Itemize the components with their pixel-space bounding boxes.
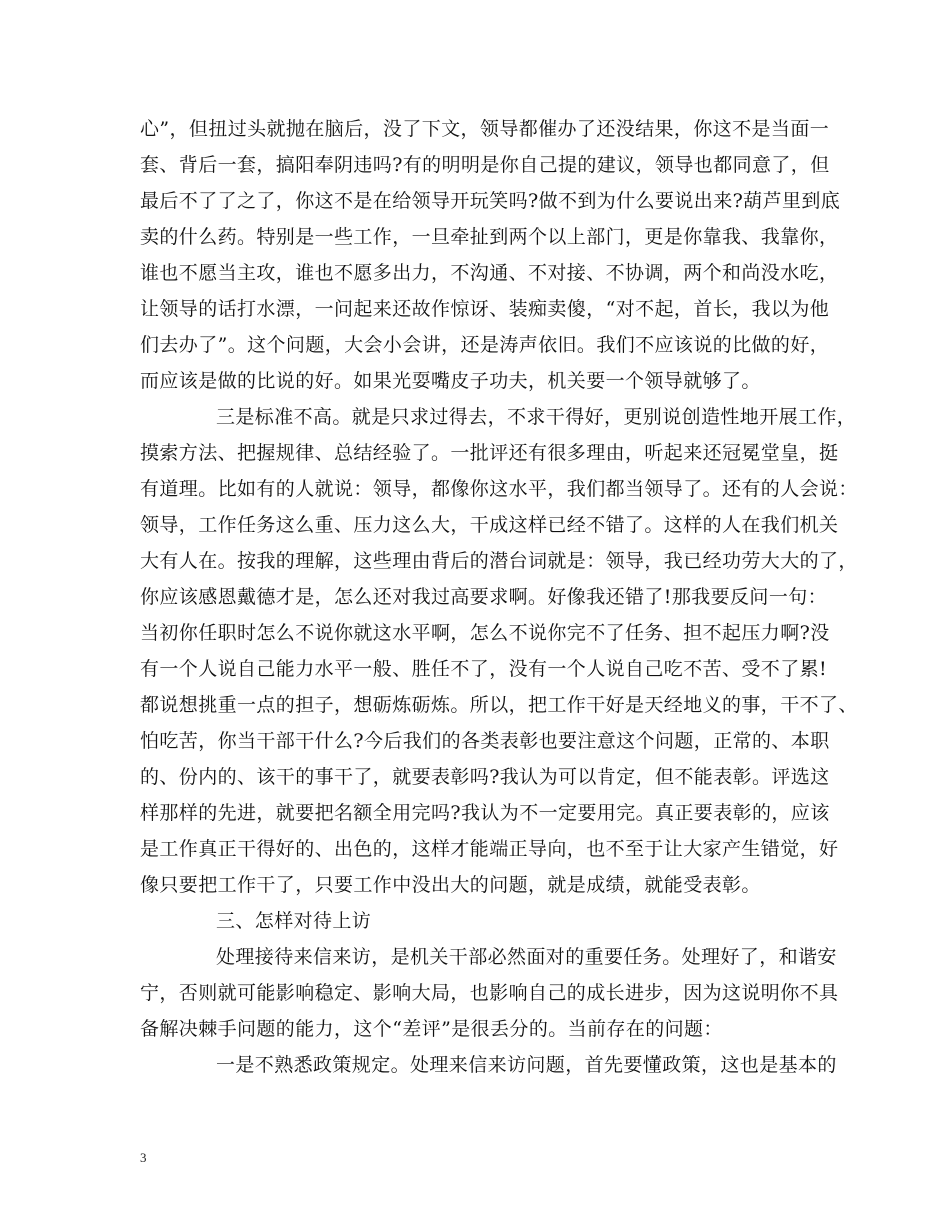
text-line-10: 摸索方法、把握规律、总结经验了。一批评还有很多理由，听起来还冠冕堂皇，挺 — [140, 442, 839, 464]
text-line-25: 宁，否则就可能影响稳定、影响大局，也影响自己的成长进步，因为这说明你不具 — [140, 982, 839, 1004]
text-line-3: 最后不了了之了，你这不是在给领导开玩笑吗?做不到为什么要说出来?葫芦里到底 — [140, 190, 841, 212]
paragraph-start-policy: 一是不熟悉政策规定。处理来信来访问题，首先要懂政策，这也是基本的 — [216, 1054, 837, 1076]
text-line-8: 而应该是做的比说的好。如果光耍嘴皮子功夫，机关要一个领导就够了。 — [140, 370, 761, 392]
text-line-16: 有一个人说自己能力水平一般、胜任不了，没有一个人说自己吃不苦、受不了累! — [140, 658, 828, 680]
section-heading: 三、怎样对待上访 — [216, 910, 372, 932]
text-line-17: 都说想挑重一点的担子，想砺炼砺炼。所以，把工作干好是天经地义的事，干不了、 — [140, 694, 858, 716]
text-line-1: 心”，但扭过头就抛在脑后，没了下文，领导都催办了还没结果，你这不是当面一 — [140, 118, 830, 140]
text-line-7: 们去办了”。这个问题，大会小会讲，还是涛声依旧。我们不应该说的比做的好， — [140, 334, 830, 356]
text-line-11: 有道理。比如有的人就说：领导，都像你这水平，我们都当领导了。还有的人会说： — [140, 478, 858, 500]
text-line-22: 像只要把工作干了，只要工作中没出大的问题，就是成绩，就能受表彰。 — [140, 874, 761, 896]
paragraph-start-standards: 三是标准不高。就是只求过得去，不求干得好，更别说创造性地开展工作， — [216, 406, 857, 428]
text-line-19: 的、份内的、该干的事干了，就要表彰吗?我认为可以肯定，但不能表彰。评选这 — [140, 766, 830, 788]
text-line-18: 怕吃苦，你当干部干什么?今后我们的各类表彰也要注意这个问题，正常的、本职 — [140, 730, 830, 752]
text-line-14: 你应该感恩戴德才是，怎么还对我过高要求啊。好像我还错了!那我要反问一句： — [140, 586, 828, 608]
text-line-2: 套、背后一套，搞阳奉阴违吗?有的明明是你自己提的建议，领导也都同意了，但 — [140, 154, 830, 176]
text-line-21: 是工作真正干得好的、出色的，这样才能端正导向，也不至于让大家产生错觉，好 — [140, 838, 839, 860]
page-number: 3 — [140, 1150, 147, 1165]
text-line-6: 让领导的话打水漂，一问起来还故作惊讶、装痴卖傻，“对不起，首长，我以为他 — [140, 298, 830, 320]
text-line-15: 当初你任职时怎么不说你就这水平啊，怎么不说你完不了任务、担不起压力啊?没 — [140, 622, 830, 644]
text-line-12: 领导，工作任务这么重、压力这么大，干成这样已经不错了。这样的人在我们机关 — [140, 514, 839, 536]
text-line-5: 谁也不愿当主攻，谁也不愿多出力，不沟通、不对接、不协调，两个和尚没水吃， — [140, 262, 839, 284]
text-line-13: 大有人在。按我的理解，这些理由背后的潜台词就是：领导，我已经功劳大大的了， — [140, 550, 858, 572]
text-line-4: 卖的什么药。特别是一些工作，一旦牵扯到两个以上部门，更是你靠我、我靠你， — [140, 226, 839, 248]
text-line-26: 备解决棘手问题的能力，这个“差评”是很丢分的。当前存在的问题： — [140, 1018, 723, 1040]
text-line-20: 样那样的先进，就要把名额全用完吗?我认为不一定要用完。真正要表彰的，应该 — [140, 802, 830, 824]
paragraph-start-letters-visits: 处理接待来信来访，是机关干部必然面对的重要任务。处理好了，和谐安 — [216, 946, 837, 968]
